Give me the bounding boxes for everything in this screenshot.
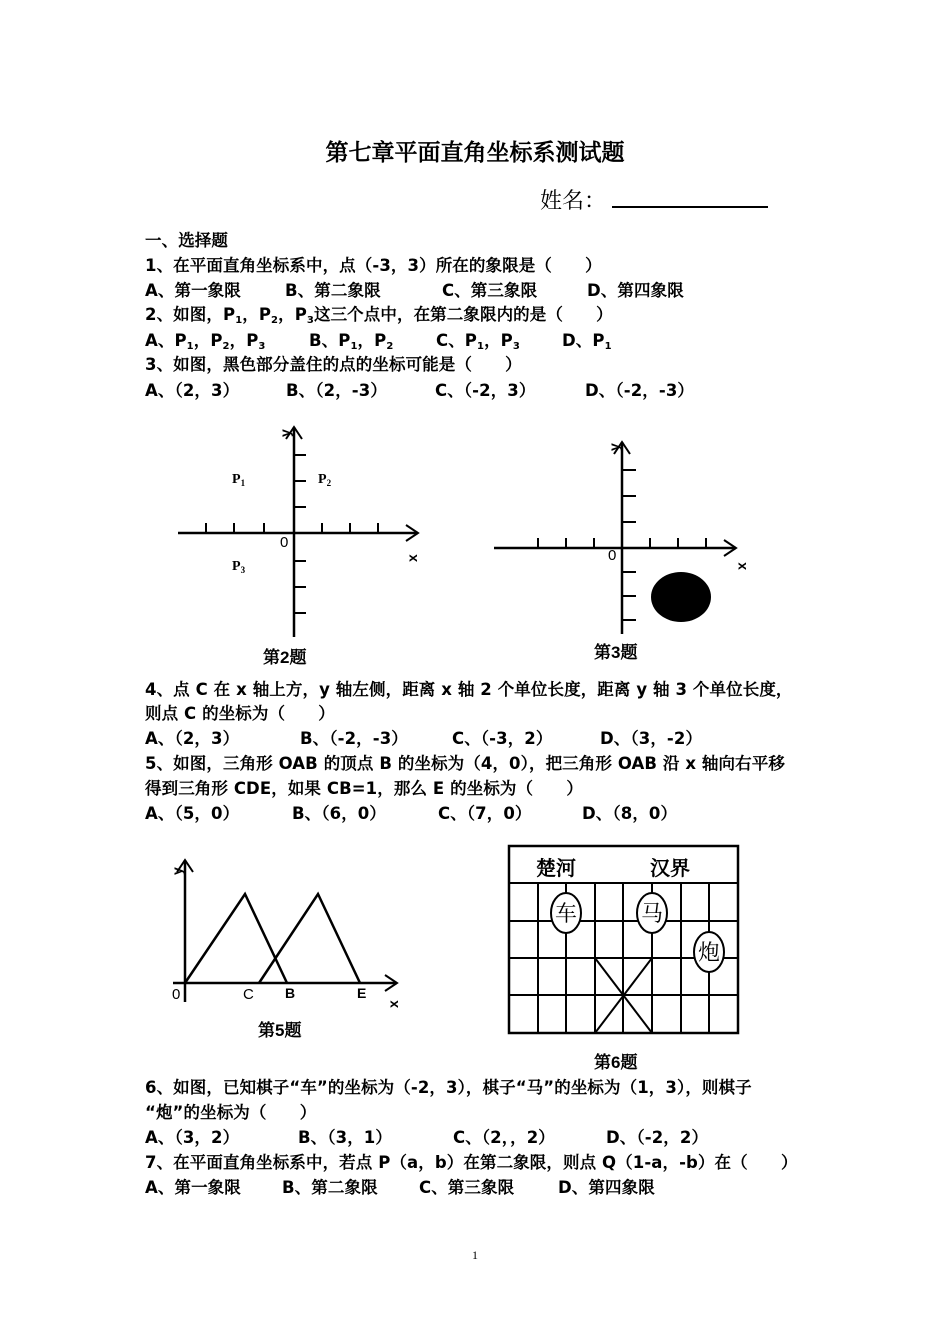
option-d: D、（8，0） [582, 804, 678, 823]
point-p2-label: $P_2$ [318, 472, 332, 488]
option-d: D、（-2，-3） [585, 381, 695, 400]
point-b-label: B [285, 985, 296, 1001]
origin-label: 0 [608, 547, 617, 564]
option-d: D、$P_1$ [562, 331, 612, 352]
covered-point-blob [651, 572, 711, 622]
option-d: D、第四象限 [558, 1178, 655, 1197]
option-c: C、（-2，3） [435, 381, 536, 400]
option-a: A、$P_1$，$P_2$，$P_3$ [145, 331, 266, 352]
name-label: 姓名： [540, 189, 607, 214]
x-axis-label: x [733, 562, 749, 570]
option-d: D、（3，-2） [600, 729, 703, 748]
option-a: A、（2，3） [145, 729, 240, 748]
option-b: B、（3，1） [298, 1128, 392, 1147]
figure-5-caption: 第5题 [258, 1021, 302, 1040]
page-title: 第七章平面直角坐标系测试题 [325, 140, 625, 166]
option-a: A、（5，0） [145, 804, 240, 823]
question-7: 7、在平面直角坐标系中，若点 P（a，b）在第二象限，则点 Q（1-a，-b）在（ ） [145, 1153, 798, 1172]
figure-5 [165, 852, 405, 1047]
x-axis-label: x [385, 1000, 401, 1008]
question-4-line-1: 4、点 C 在 x 轴上方，y 轴左侧，距离 x 轴 2 个单位长度，距离 y 轴 3 个单位长度， [145, 680, 793, 699]
chariot-piece-label: 车 [555, 901, 578, 926]
option-c: C、第三象限 [442, 281, 538, 300]
question-1: 1、在平面直角坐标系中，点（-3，3）所在的象限是（ ） [145, 256, 602, 275]
option-c: C、第三象限 [419, 1178, 515, 1197]
figure-6 [500, 840, 750, 1072]
y-axis-label: y [169, 867, 185, 875]
point-p3-label: $P_3$ [232, 559, 246, 575]
option-b: B、（2，-3） [286, 381, 387, 400]
figure-2-caption: 第2题 [263, 648, 307, 667]
point-o-label: 0 [172, 986, 181, 1003]
question-2: 2、如图，$P_1$，$P_2$，$P_3$这三个点中，在第二象限内的是（ ） [145, 305, 613, 326]
option-c: C、（7，0） [438, 804, 532, 823]
river-right-label: 汉界 [650, 858, 690, 880]
question-5-line-1: 5、如图，三角形 OAB 的顶点 B 的坐标为（4，0），把三角形 OAB 沿 x 轴向右平移 [145, 754, 785, 773]
y-axis-label: y [277, 429, 293, 437]
option-c: C、（2，，2） [453, 1128, 555, 1147]
question-4-line-2: 则点 C 的坐标为（ ） [145, 704, 335, 723]
question-3: 3、如图，黑色部分盖住的点的坐标可能是（ ） [145, 355, 522, 374]
figure-6-caption: 第6题 [594, 1053, 638, 1072]
option-a: A、（2，3） [145, 381, 240, 400]
point-c-label: C [243, 986, 254, 1003]
option-d: D、（-2，2） [606, 1128, 709, 1147]
figure-3 [488, 430, 758, 670]
river-left-label: 楚河 [536, 858, 576, 880]
section-heading: 一、选择题 [145, 231, 228, 250]
option-c: C、（-3，2） [452, 729, 553, 748]
option-b: B、（6，0） [292, 804, 386, 823]
figure-3-caption: 第3题 [594, 643, 638, 662]
page-number: 1 [472, 1248, 478, 1262]
option-a: A、第一象限 [145, 1178, 241, 1197]
question-6-line-2: “炮”的坐标为（ ） [145, 1103, 317, 1122]
name-blank-line [612, 206, 768, 208]
option-d: D、第四象限 [587, 281, 684, 300]
option-c: C、$P_1$，$P_3$ [436, 331, 520, 352]
x-axis-label: x [404, 554, 420, 562]
option-b: B、（-2，-3） [300, 729, 408, 748]
question-6-line-1: 6、如图，已知棋子“车”的坐标为（-2，3），棋子“马”的坐标为（1，3），则棋子 [145, 1078, 752, 1097]
option-b: B、第二象限 [282, 1178, 378, 1197]
y-axis-label: y [606, 443, 622, 451]
option-a: A、（3，2） [145, 1128, 240, 1147]
point-e-label: E [357, 985, 367, 1001]
question-5-line-2: 得到三角形 CDE，如果 CB=1，那么 E 的坐标为（ ） [145, 779, 583, 798]
option-b: B、$P_1$，$P_2$ [309, 331, 394, 352]
option-a: A、第一象限 [145, 281, 241, 300]
origin-label: 0 [280, 534, 289, 551]
point-p1-label: $P_1$ [232, 472, 246, 488]
horse-piece-label: 马 [641, 901, 664, 926]
figure-2 [170, 415, 440, 675]
cannon-piece-label: 炮 [698, 940, 721, 965]
option-b: B、第二象限 [285, 281, 381, 300]
